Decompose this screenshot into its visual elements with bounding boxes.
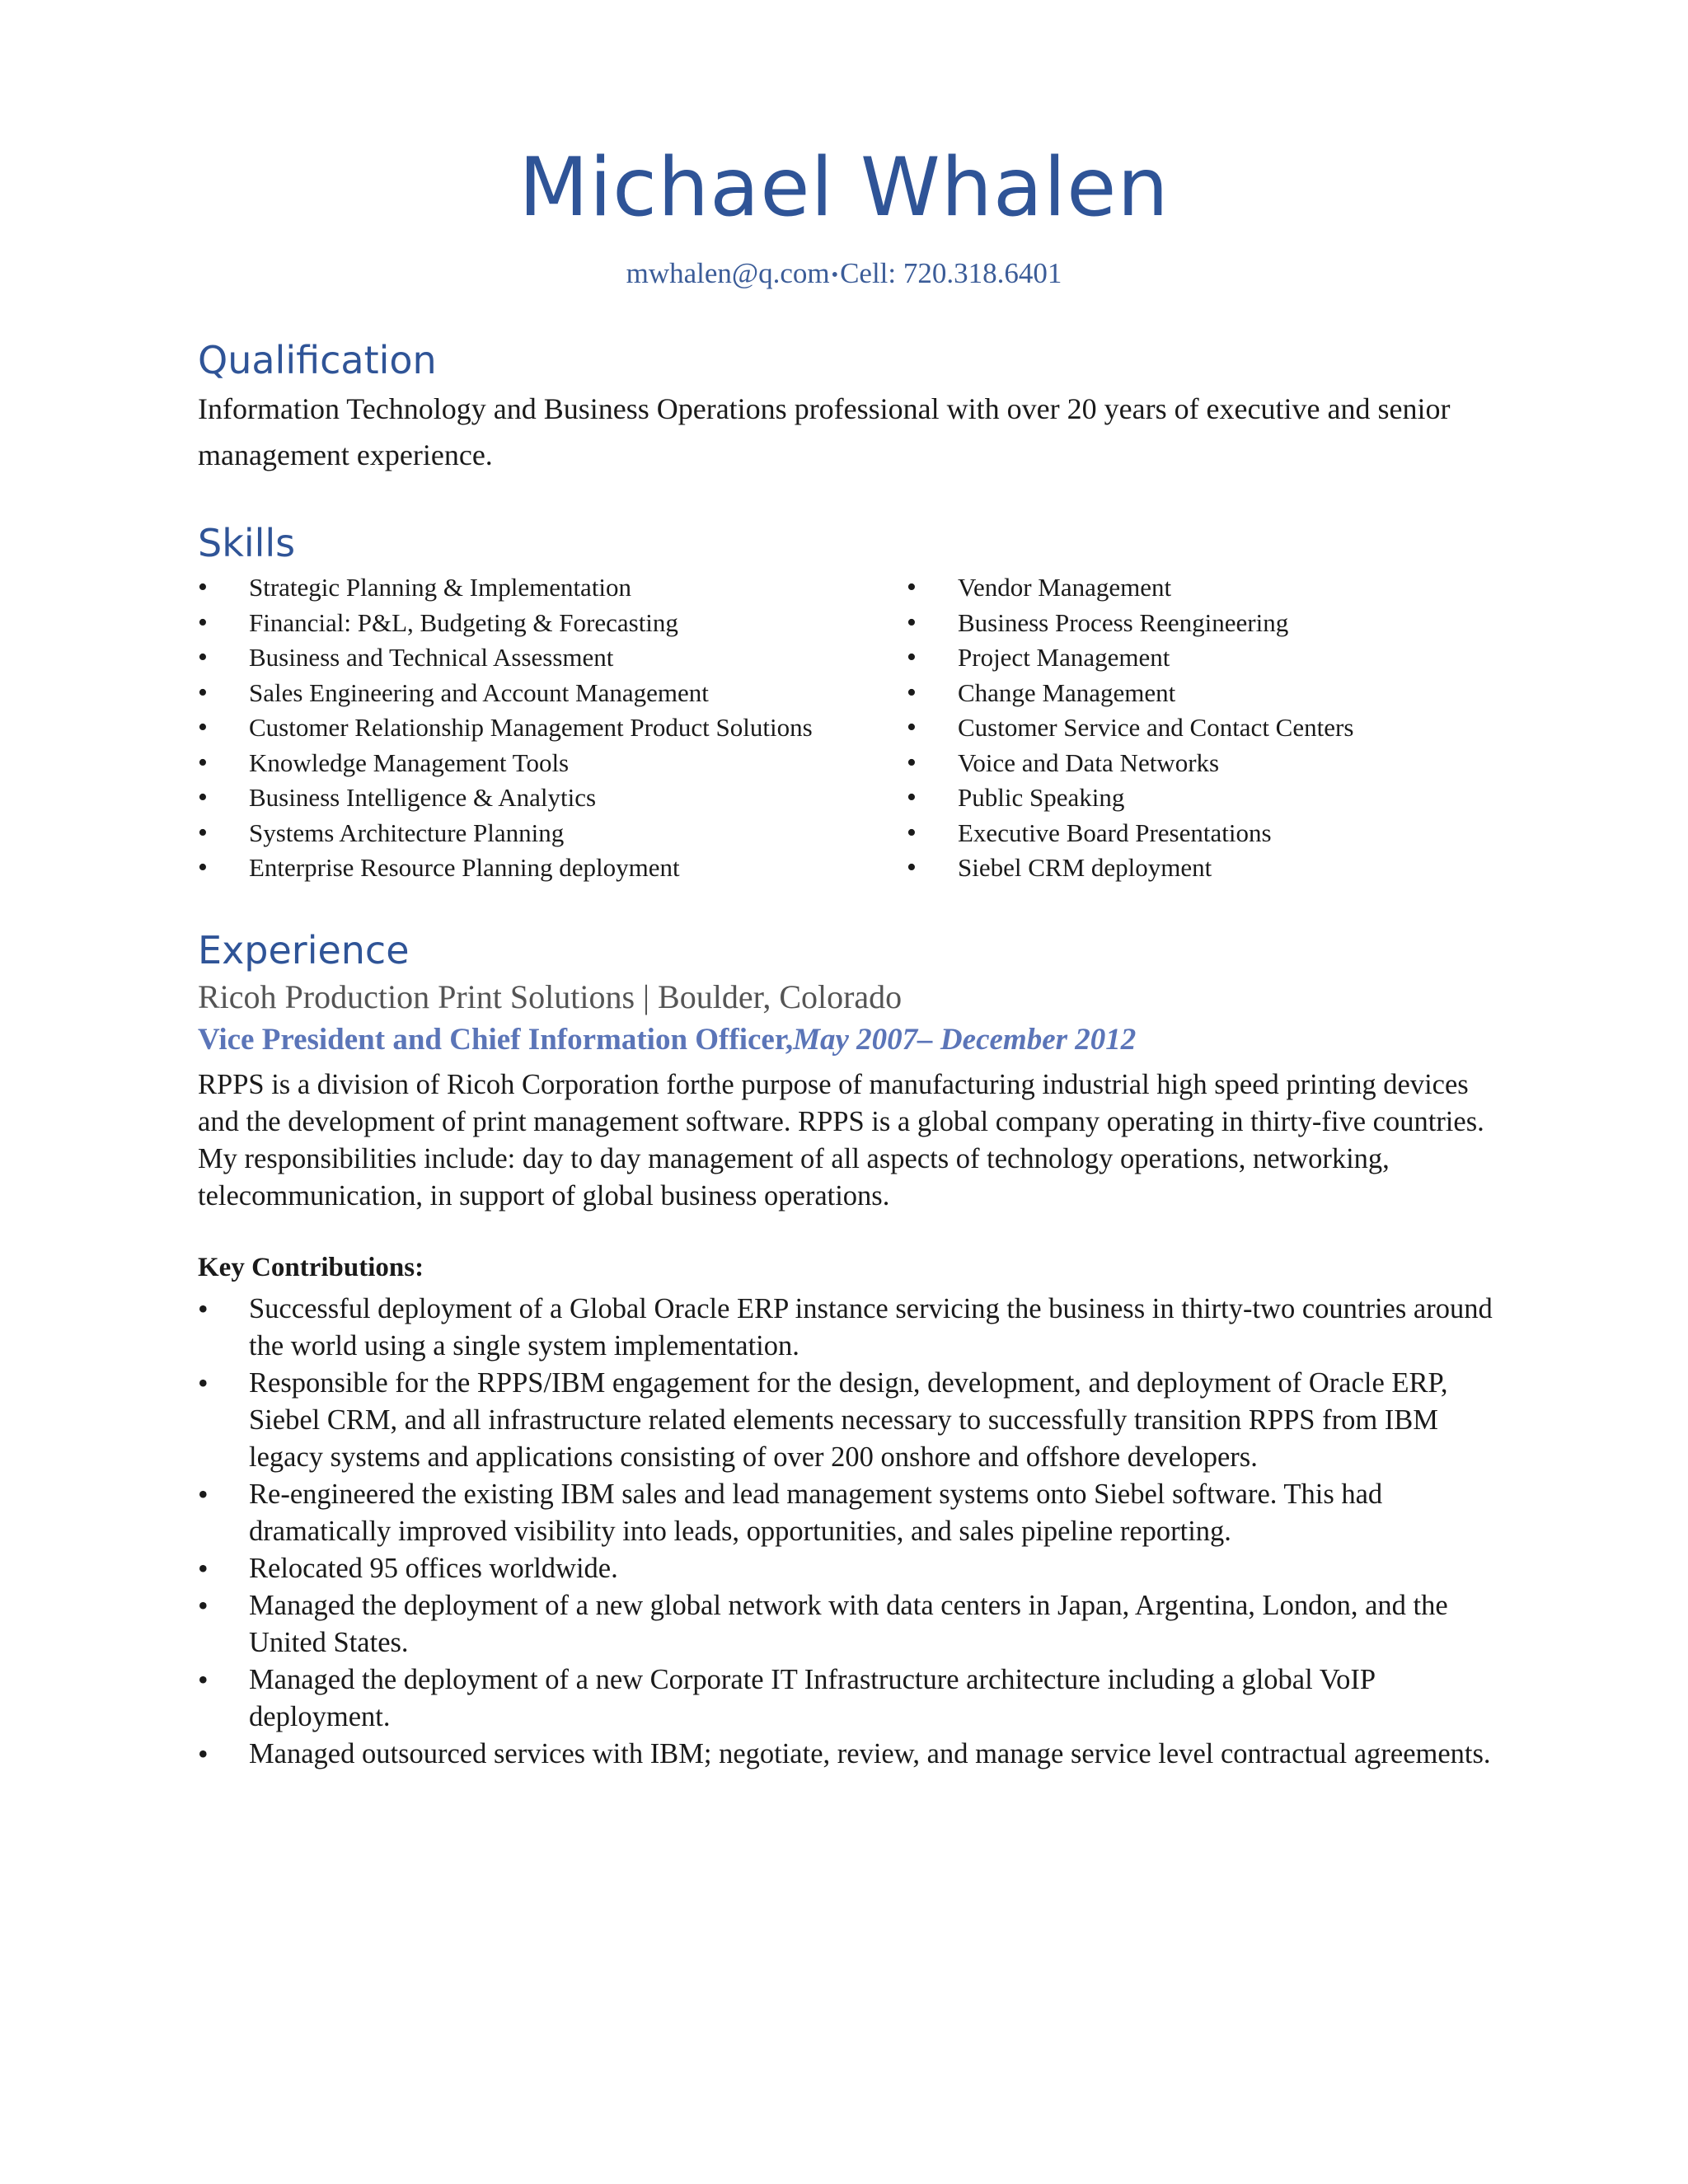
company-line: Ricoh Production Print Solutions | Boulder, Colorado bbox=[198, 978, 903, 1015]
skill-item: • Enterprise Resource Planning deployment bbox=[198, 851, 813, 886]
candidate-name: Michael Whalen bbox=[518, 141, 1170, 235]
skill-item: • Customer Service and Contact Centers bbox=[907, 710, 1353, 746]
skills-list-left bbox=[198, 570, 813, 886]
skill-item: • Strategic Planning & Implementation bbox=[198, 570, 813, 606]
skill-item: • Business Intelligence & Analytics bbox=[198, 780, 813, 816]
skill-item: • Executive Board Presentations bbox=[907, 816, 1353, 851]
email-link[interactable]: mwhalen@q.com bbox=[626, 257, 830, 289]
qualification-heading: Qualification bbox=[198, 338, 437, 382]
contribution-item: • Successful deployment of a Global Oracle ERP instance servicing the business in thirty-two countries around the world using a single system implementation. bbox=[198, 1291, 1500, 1365]
contributions-list bbox=[198, 1291, 1500, 1773]
skill-item: • Knowledge Management Tools bbox=[198, 746, 813, 781]
skill-item: • Financial: P&L, Budgeting & Forecasting bbox=[198, 606, 813, 641]
contribution-item: • Managed the deployment of a new global network with data centers in Japan, Argentina, London, and the United States. bbox=[198, 1587, 1500, 1661]
skill-item: • Business and Technical Assessment bbox=[198, 640, 813, 676]
job-dates: May 2007– December 2012 bbox=[793, 1023, 1137, 1057]
contribution-item: • Responsible for the RPPS/IBM engagement for the design, development, and deployment of Oracle ERP, Siebel CRM, and all infrastructure related elements necessary to successfully transition RPPS from IBM legacy systems and applications consisting of over 200 onshore and offshore developers. bbox=[198, 1365, 1500, 1476]
key-contributions-label: Key Contributions: bbox=[198, 1253, 424, 1282]
skill-item: • Systems Architecture Planning bbox=[198, 816, 813, 851]
skills-list-right bbox=[907, 570, 1353, 886]
skill-item: • Project Management bbox=[907, 640, 1353, 676]
qualification-text: Information Technology and Business Operations professional with over 20 years of executive and senior management experience. bbox=[198, 392, 1451, 471]
job-title-line bbox=[198, 1022, 1136, 1057]
skill-item: • Vendor Management bbox=[907, 570, 1353, 606]
contribution-item: • Managed outsourced services with IBM; negotiate, review, and manage service level contractual agreements. bbox=[198, 1736, 1500, 1773]
phone-number: Cell: 720.318.6401 bbox=[840, 257, 1062, 289]
contact-separator: • bbox=[831, 265, 839, 287]
skill-item: • Public Speaking bbox=[907, 780, 1353, 816]
skill-item: • Change Management bbox=[907, 676, 1353, 711]
job-title: Vice President and Chief Information Officer, bbox=[198, 1023, 794, 1057]
skill-item: • Sales Engineering and Account Management bbox=[198, 676, 813, 711]
skill-item: • Siebel CRM deployment bbox=[907, 851, 1353, 886]
skill-item: • Customer Relationship Management Product Solutions bbox=[198, 710, 813, 746]
skills-heading: Skills bbox=[198, 521, 296, 565]
job-description: RPPS is a division of Ricoh Corporation forthe purpose of manufacturing industrial high speed printing devices and the development of print management software. RPPS is a global company operating in thirty-five countries. My responsibilities include: day to day management of all aspects of technology operations, networking, telecommunication, in support of global business operations. bbox=[198, 1069, 1484, 1212]
skill-item: • Voice and Data Networks bbox=[907, 746, 1353, 781]
contribution-item: • Relocated 95 offices worldwide. bbox=[198, 1550, 1500, 1587]
contribution-item: • Managed the deployment of a new Corporate IT Infrastructure architecture including a global VoIP deployment. bbox=[198, 1661, 1500, 1736]
contribution-item: • Re-engineered the existing IBM sales and lead management systems onto Siebel software. This had dramatically improved visibility into leads, opportunities, and sales pipeline reporting. bbox=[198, 1476, 1500, 1550]
skill-item: • Business Process Reengineering bbox=[907, 606, 1353, 641]
experience-heading: Experience bbox=[198, 928, 410, 972]
contact-line bbox=[0, 257, 1688, 290]
